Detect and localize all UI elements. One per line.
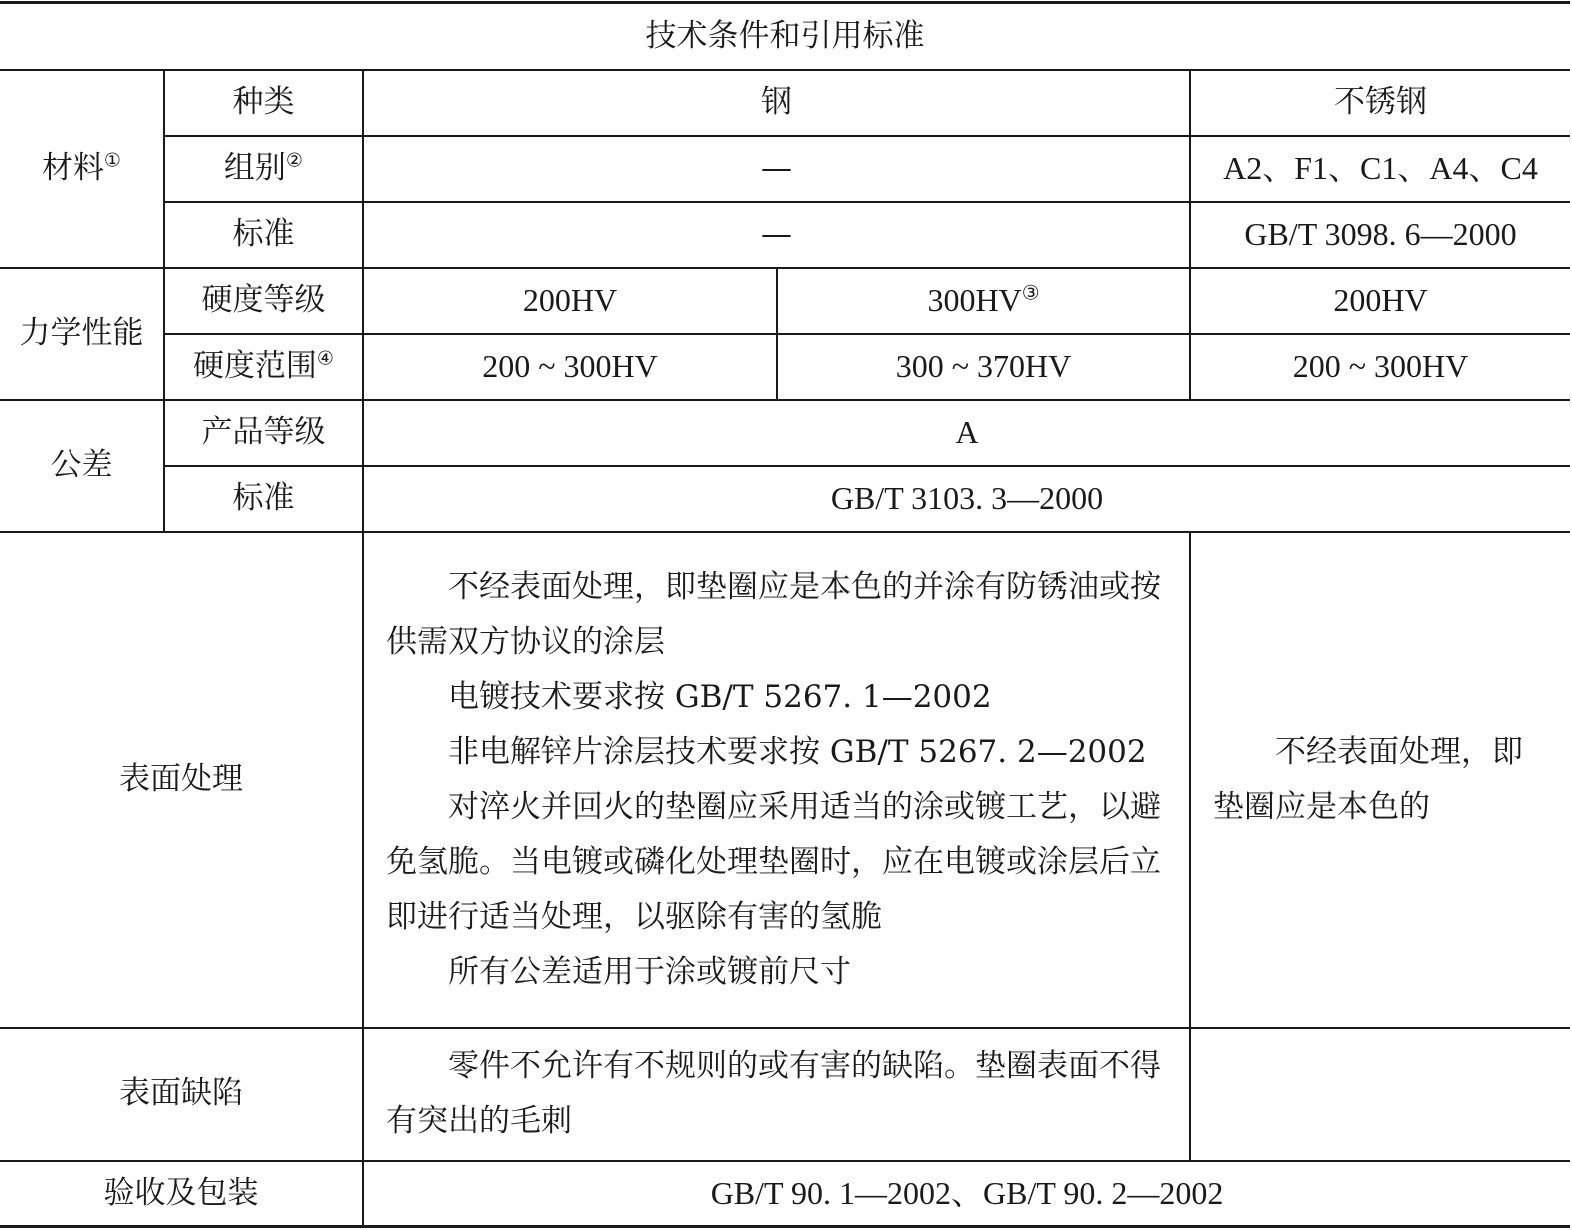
kind-steel: 钢: [363, 70, 1190, 136]
material-label: 材料: [41, 149, 104, 186]
technical-conditions-table: [0, 1, 1570, 1228]
surface-treatment-label: 表面处理: [0, 532, 363, 1028]
surface-defects-stainless: [1190, 1028, 1570, 1161]
material-kind-row: [0, 70, 1570, 136]
tolerance-label: 公差: [0, 400, 164, 532]
tolerance-standard-label: 标准: [164, 466, 363, 532]
hardness-class-3: 200HV: [1190, 268, 1570, 334]
hardness-range-2: 300 ~ 370HV: [777, 334, 1190, 400]
tolerance-standard-value: GB/T 3103. 3—2000: [363, 466, 1570, 532]
acceptance-row: [0, 1161, 1570, 1227]
group-header: [164, 136, 363, 202]
hardness-range-header: [164, 334, 363, 400]
hardness-class-2: [777, 268, 1190, 334]
kind-label: 种类: [164, 70, 363, 136]
surface-treatment-stainless: [1190, 532, 1570, 1028]
hardness-class-2-note-marker: ③: [1021, 282, 1040, 305]
tolerance-standard-row: [0, 466, 1570, 532]
surface-treatment-stainless-text: 不经表面处理，即垫圈应是本色的: [1213, 733, 1523, 825]
group-stainless: A2、F1、C1、A4、C4: [1190, 136, 1570, 202]
surface-defects-label: 表面缺陷: [0, 1028, 363, 1161]
title-row: [0, 3, 1570, 70]
material-standard-stainless: GB/T 3098. 6—2000: [1190, 202, 1570, 268]
product-grade-label: 产品等级: [164, 400, 363, 466]
hardness-range-3: 200 ~ 300HV: [1190, 334, 1570, 400]
surface-treatment-para-5: 所有公差适用于涂或镀前尺寸: [448, 953, 851, 990]
surface-treatment-para-4: 对淬火并回火的垫圈应采用适当的涂或镀工艺，以避免氢脆。当电镀或磷化处理垫圈时，应在电镀或涂层后立即进行适当处理，以驱除有害的氢脆: [386, 788, 1161, 935]
hardness-range-row: [0, 334, 1570, 400]
surface-treatment-para-3: 非电解锌片涂层技术要求按 GB/T 5267. 2—2002: [448, 733, 1147, 770]
kind-stainless: 不锈钢: [1190, 70, 1570, 136]
group-label: 组别: [223, 149, 286, 186]
hardness-range-label: 硬度范围: [192, 347, 317, 384]
hardness-range-1: 200 ~ 300HV: [363, 334, 777, 400]
material-standard-steel: —: [363, 202, 1190, 268]
hardness-class-row: [0, 268, 1570, 334]
acceptance-value: GB/T 90. 1—2002、GB/T 90. 2—2002: [363, 1161, 1570, 1227]
surface-treatment-para-1: 不经表面处理，即垫圈应是本色的并涂有防锈油或按供需双方协议的涂层: [386, 568, 1161, 660]
surface-defects-steel-text: 零件不允许有不规则的或有害的缺陷。垫圈表面不得有突出的毛刺: [386, 1048, 1161, 1139]
material-group-row: [0, 136, 1570, 202]
hardness-range-note-marker: ④: [316, 346, 335, 370]
material-standard-row: [0, 202, 1570, 268]
group-note-marker: ②: [285, 148, 304, 172]
acceptance-label: 验收及包装: [0, 1161, 363, 1227]
surface-treatment-para-2: 电镀技术要求按 GB/T 5267. 1—2002: [448, 678, 992, 715]
product-grade-value: A: [363, 400, 1570, 466]
surface-treatment-row: [0, 532, 1570, 1028]
mechanical-label: 力学性能: [0, 268, 164, 400]
group-steel: —: [363, 136, 1190, 202]
surface-treatment-steel: [363, 532, 1190, 1028]
surface-defects-row: [0, 1028, 1570, 1161]
table-title: 技术条件和引用标准: [0, 3, 1570, 70]
tolerance-grade-row: [0, 400, 1570, 466]
material-header: [0, 70, 164, 268]
material-standard-label: 标准: [164, 202, 363, 268]
hardness-class-2-value: 300HV: [927, 282, 1022, 319]
hardness-class-label: 硬度等级: [164, 268, 363, 334]
surface-defects-steel: [363, 1028, 1190, 1161]
material-note-marker: ①: [103, 148, 122, 172]
hardness-class-1: 200HV: [363, 268, 777, 334]
